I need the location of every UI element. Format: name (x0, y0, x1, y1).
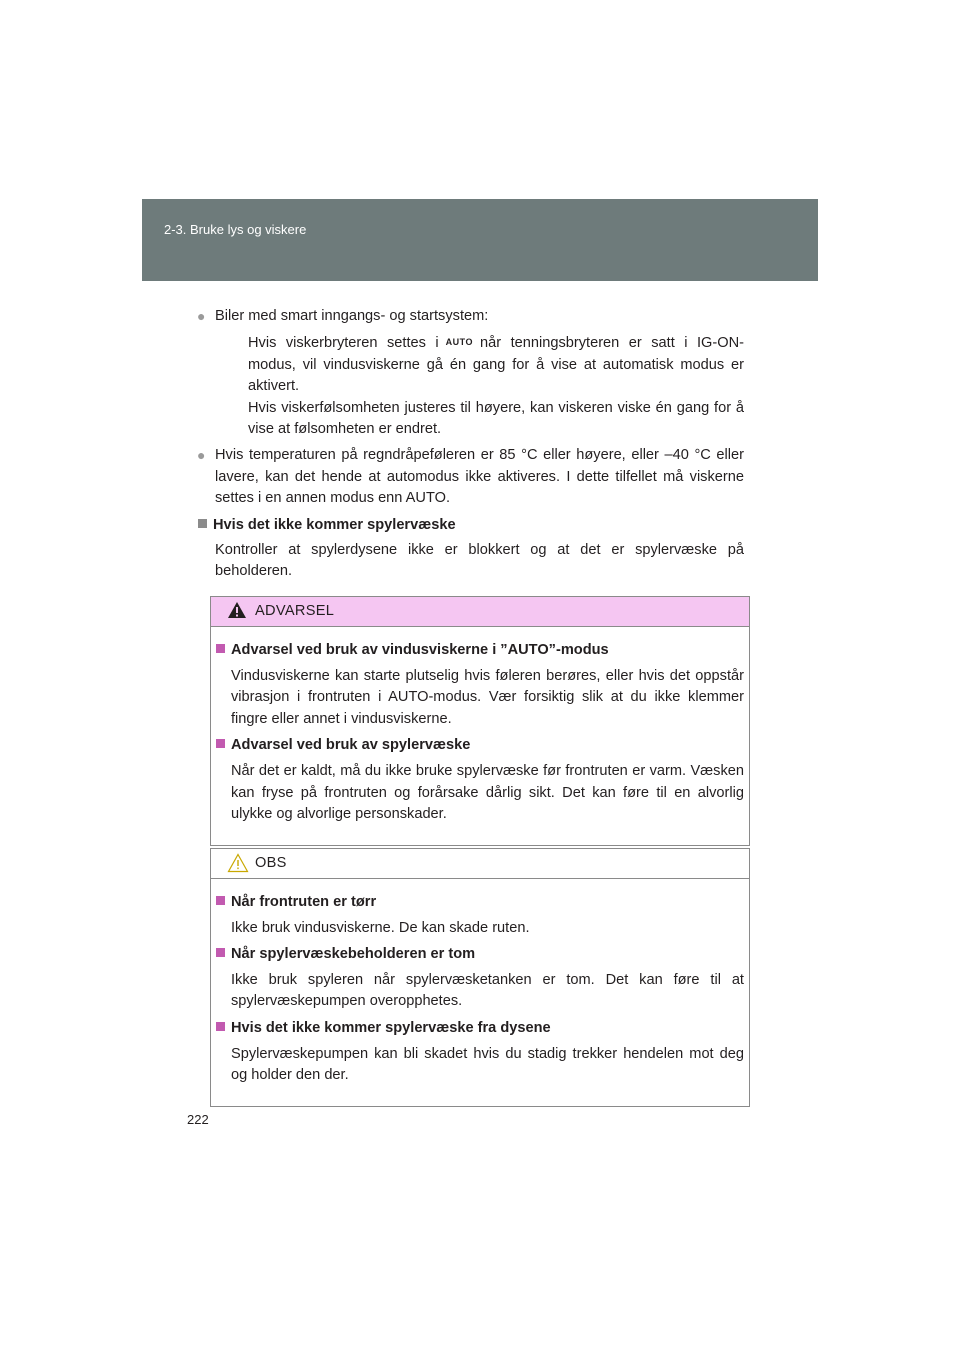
notice-item-heading: Når frontruten er tørr (216, 892, 744, 914)
section-title: 2-3. Bruke lys og viskere (164, 222, 307, 237)
subheading: Hvis det ikke kommer spylervæske (198, 515, 744, 536)
notice-item-heading: Hvis det ikke kommer spylervæske fra dysene (216, 1018, 744, 1040)
bullet-icon: ● (197, 308, 206, 324)
square-bullet-icon (216, 644, 225, 653)
caution-outline-icon (227, 853, 249, 873)
warning-item-text: Vindusviskerne kan starte plutselig hvis føleren berøres, eller hvis det oppstår vibrasjon i frontruten i AUTO-modus. Vær forsiktig slik at du ikke klemmer fingre eller annet i vindusviskerne. (231, 667, 744, 727)
notice-item-text: Spylervæskepumpen kan bli skadet hvis du stadig trekker hendelen mot deg og holder den der. (231, 1045, 744, 1084)
square-bullet-icon (198, 519, 207, 528)
square-bullet-icon (216, 1022, 225, 1031)
main-content (197, 306, 744, 583)
list-item (183, 306, 744, 327)
notice-item-text: Ikke bruk spyleren når spylervæsketanken er tom. Det kan føre til at spylervæskepumpen overopphetes. (231, 971, 744, 1010)
warning-item-text: Når det er kaldt, må du ikke bruke spylervæske før frontruten er varm. Væsken kan fryse på frontruten og forårsake dårlig sikt. Det kan føre til en alvorlig ulykke og alvorlige personskader. (231, 762, 744, 823)
warning-body (211, 627, 749, 845)
bullet-paragraph: Hvis viskerbryteren settes i AUTO når tenningsbryteren er satt i IG-ON-modus, vil vindusviskerne gå én gang for å vise at automatisk modus er aktivert. Hvis viskerfølsomheten justeres til høyere, kan viskeren viske én gang for å vise at følsomheten er endret. (248, 332, 744, 440)
warning-title: ADVARSEL (255, 603, 335, 619)
warning-header (211, 597, 749, 627)
bullet-label: Biler med smart inngangs- og startsystem: (215, 308, 489, 324)
warning-item-heading: Advarsel ved bruk av spylervæske (216, 735, 744, 757)
auto-mode-icon: AUTO (445, 337, 473, 348)
square-bullet-icon (216, 739, 225, 748)
notice-box (210, 848, 750, 1107)
notice-body (211, 879, 749, 1106)
warning-triangle-icon (227, 601, 247, 619)
notice-item-heading: Når spylervæskebeholderen er tom (216, 944, 744, 966)
notice-header (211, 849, 749, 879)
bullet-icon: ● (197, 447, 206, 464)
square-bullet-icon (216, 896, 225, 905)
section-header (142, 199, 818, 281)
notice-item-text: Ikke bruk vindusviskerne. De kan skade ruten. (231, 919, 530, 936)
warning-item-heading: Advarsel ved bruk av vindusviskerne i ”AUTO”-modus (216, 640, 744, 662)
warning-box (210, 596, 750, 846)
square-bullet-icon (216, 948, 225, 957)
bullet-text: Hvis temperaturen på regndråpeføleren er 85 °C eller høyere, eller –40 °C eller lavere, kan det hende at automodus ikke aktiveres. I dette tilfellet må viskerne settes i en annen modus enn AUTO. (215, 447, 744, 507)
section-text: Kontroller at spylerdysene ikke er blokkert og at det er spylervæske på beholderen. (215, 542, 744, 580)
notice-title: OBS (255, 855, 287, 871)
page-number: 222 (187, 1112, 209, 1127)
list-item (183, 445, 744, 509)
